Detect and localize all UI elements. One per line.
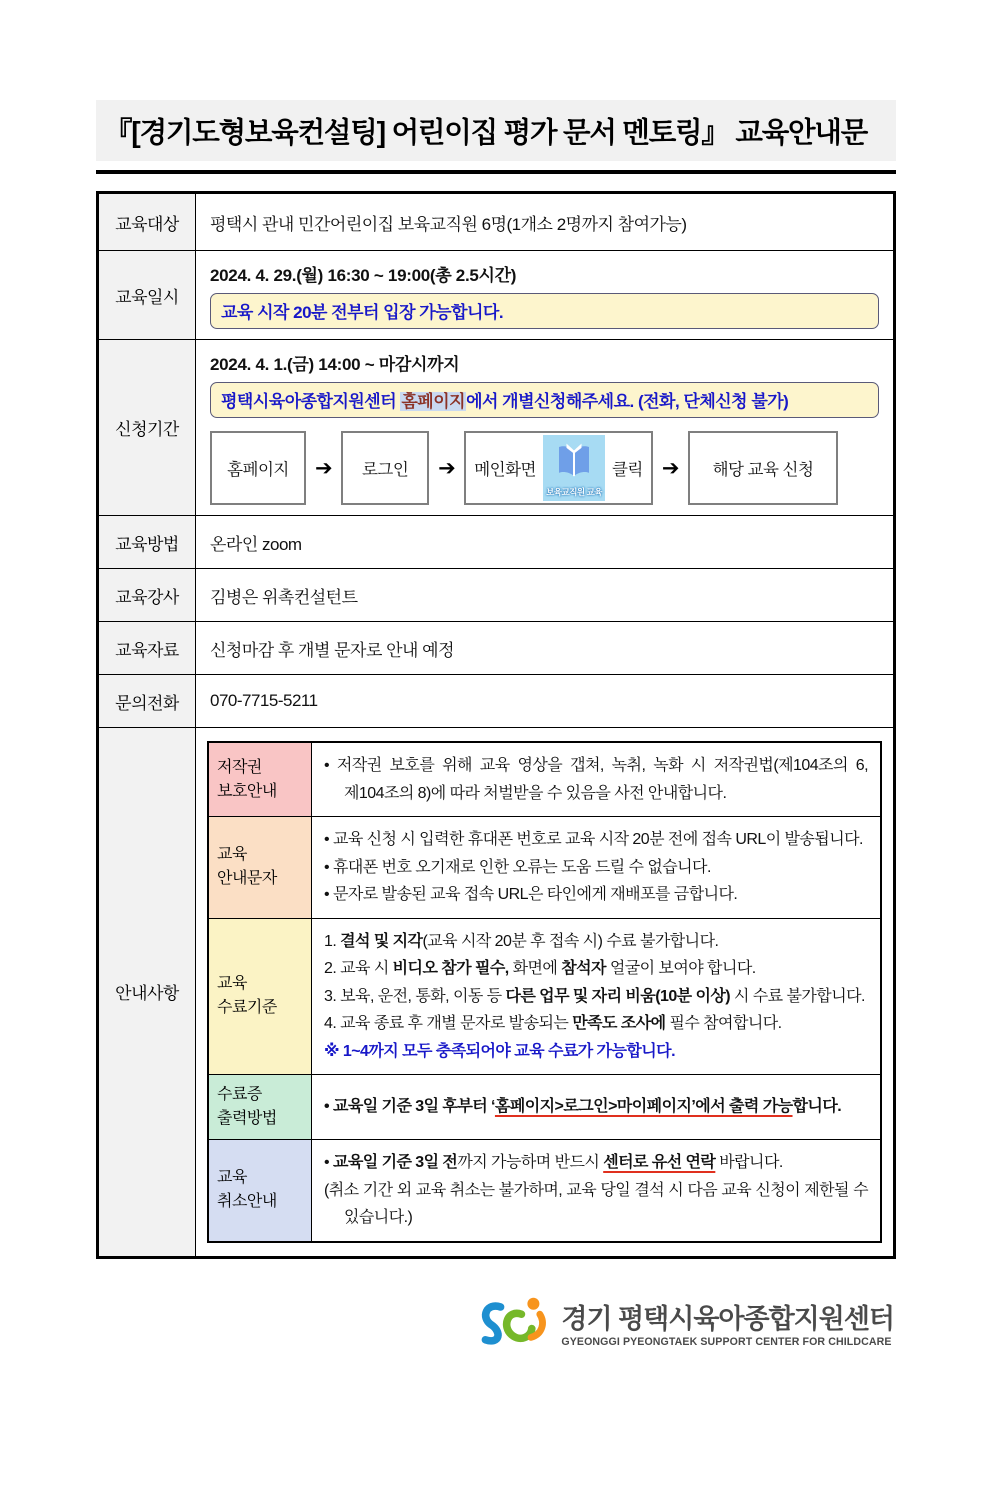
notice-text-segment: 2. 교육 시	[324, 960, 393, 978]
click-label: 클릭	[611, 461, 643, 479]
notice-table	[207, 741, 882, 1243]
arrow-right-icon: ➔	[315, 456, 333, 480]
notice-text-segment: 합니다.	[792, 1098, 842, 1116]
notice-row-cancel	[208, 1140, 881, 1242]
notice-line	[324, 1149, 868, 1177]
childcare-education-icon	[543, 435, 605, 501]
arrow-right-icon: ➔	[438, 456, 456, 480]
notice-row-sms	[208, 817, 881, 919]
notice-row-certificate	[208, 1075, 881, 1140]
entry-note-box: 교육 시작 20분 전부터 입장 가능합니다.	[210, 293, 879, 329]
apply-note-box	[210, 382, 879, 418]
notice-item-label-line: 출력방법	[217, 1110, 277, 1128]
document-page	[96, 100, 896, 1355]
notice-item-label-line: 보호안내	[217, 782, 277, 800]
row-label: 교육일시	[98, 251, 196, 340]
notice-text-segment: 결석 및 지각	[340, 932, 423, 950]
notice-item-label-line: 교육	[217, 1169, 247, 1187]
notice-item-content	[312, 918, 882, 1075]
notice-text-segment: 얼굴이 보여야 합니다.	[605, 960, 756, 978]
flow-step-login	[341, 431, 429, 505]
row-label: 교육방법	[98, 516, 196, 569]
footer	[96, 1291, 896, 1355]
icon-caption: 보육교직원 교육	[546, 487, 602, 497]
row-label: 신청기간	[98, 340, 196, 516]
notice-line	[324, 983, 868, 1011]
notice-row-criteria	[208, 918, 881, 1075]
row-education-target	[98, 193, 895, 251]
notice-row-copyright	[208, 742, 881, 817]
apply-note-post: 에서 개별신청해주세요. (전화, 단체신청 불가)	[466, 392, 789, 411]
notice-item-label	[208, 918, 312, 1075]
notice-text-segment: 바랍니다.	[715, 1154, 783, 1172]
notice-text-segment: •	[324, 1154, 333, 1172]
notice-text-segment: • 저작권 보호를 위해 교육 영상을 갭쳐, 녹취, 녹화 시 저작권법(제104조의 6, 제104조의 8)에 따라 처벌받을 수 있음을 사전 안내합니다.	[324, 757, 868, 802]
row-label: 교육대상	[98, 193, 196, 251]
notice-line	[324, 1010, 868, 1038]
notice-item-label-line: 취소안내	[217, 1193, 277, 1211]
notice-item-content	[312, 1140, 882, 1242]
notice-text-segment: 1.	[324, 932, 341, 950]
notice-item-label	[208, 1140, 312, 1242]
notice-text-segment: 홈페이지>로그인>마이페이지’에서 출력 가능	[494, 1098, 793, 1116]
row-value: 070-7715-5211	[196, 675, 895, 728]
row-label: 안내사항	[98, 728, 196, 1258]
org-name-block	[561, 1297, 894, 1348]
notice-text-segment: 4. 교육 종료 후 개별 문자로 발송되는	[324, 1015, 573, 1033]
notice-text-segment: (취소 기간 외 교육 취소는 불가하며, 교육 당일 결석 시 다음 교육 신청이 제한될 수 있습니다.)	[324, 1181, 868, 1227]
row-label: 교육자료	[98, 622, 196, 675]
org-name-korean: 경기 평택시육아종합지원센터	[561, 1304, 894, 1335]
notice-text-segment: 교육일 기준 3일 전	[332, 1154, 458, 1172]
notice-text-segment: • 휴대폰 번호 오기재로 인한 오류는 도움 드릴 수 없습니다.	[324, 858, 711, 876]
flow-step-label: 해당 교육 신청	[712, 461, 814, 479]
notice-item-label	[208, 742, 312, 817]
row-education-datetime	[98, 251, 895, 340]
apply-note-pre: 평택시육아종합지원센터	[221, 392, 401, 411]
notice-text-segment: 3. 보육, 운전, 통화, 이동 등	[324, 987, 506, 1005]
notice-item-label	[208, 817, 312, 919]
notice-text-segment: 만족도 조사에	[572, 1015, 666, 1033]
row-education-instructor	[98, 569, 895, 622]
notice-line	[324, 752, 868, 807]
notice-line	[324, 881, 868, 909]
flow-step-apply	[688, 431, 838, 505]
row-value: 평택시 관내 민간어린이집 보육교직원 6명(1개소 2명까지 참여가능)	[196, 193, 895, 251]
row-label: 문의전화	[98, 675, 196, 728]
center-logo-icon	[475, 1291, 555, 1355]
notice-line	[324, 826, 868, 854]
notice-line	[324, 1038, 868, 1066]
notice-item-label	[208, 1075, 312, 1140]
notice-text-segment: ※ 1~4까지 모두 충족되어야 교육 수료가 가능합니다.	[324, 1042, 675, 1060]
title-divider	[96, 170, 896, 174]
row-value	[196, 340, 895, 516]
document-title-block	[96, 100, 896, 161]
flow-step-homepage	[210, 431, 306, 505]
notice-text-segment: 센터로 유선 연락	[603, 1154, 716, 1172]
notice-line	[324, 854, 868, 882]
notice-text-segment: • 교육일 기준 3일 후부터 ‘	[324, 1098, 495, 1116]
notice-item-label-line: 교육	[217, 975, 247, 993]
notice-item-label-line: 수료증	[217, 1086, 262, 1104]
row-notices	[98, 728, 895, 1258]
notice-text-segment: 참석자	[561, 960, 606, 978]
flow-step-mainscreen	[464, 431, 653, 505]
notice-item-content	[312, 1075, 882, 1140]
flow-step-label: 메인화면	[474, 461, 536, 479]
row-value: 김병은 위촉컨설턴트	[196, 569, 895, 622]
row-value: 신청마감 후 개별 문자로 안내 예정	[196, 622, 895, 675]
notice-text-segment: 필수 참여합니다.	[665, 1015, 782, 1033]
datetime-text: 2024. 4. 29.(월) 16:30 ~ 19:00(총 2.5시간)	[210, 266, 517, 285]
notice-item-content	[312, 742, 882, 817]
notice-text-segment: 비디오 참가 필수,	[392, 960, 509, 978]
row-inquiry-phone	[98, 675, 895, 728]
notice-item-label-line: 교육	[217, 846, 247, 864]
row-education-materials	[98, 622, 895, 675]
notice-text-segment: 까지 가능하며 반드시	[457, 1154, 604, 1172]
row-label: 교육강사	[98, 569, 196, 622]
arrow-right-icon: ➔	[661, 456, 679, 480]
notice-line	[324, 928, 868, 956]
flow-step-label: 홈페이지	[227, 461, 289, 479]
notice-cell	[196, 728, 895, 1258]
info-table	[96, 191, 896, 1259]
row-application-period	[98, 340, 895, 516]
notice-text-segment: 화면에	[508, 960, 562, 978]
notice-text-segment: 시 수료 불가합니다.	[730, 987, 865, 1005]
row-value	[196, 251, 895, 340]
notice-line	[324, 1093, 868, 1121]
notice-item-label-line: 수료기준	[217, 999, 277, 1017]
document-title: 『[경기도형보육컨설팅] 어린이집 평가 문서 멘토링』 교육안내문	[104, 117, 868, 149]
homepage-emphasis: 홈페이지	[401, 392, 466, 411]
row-education-method	[98, 516, 895, 569]
notice-item-label-line: 저작권	[217, 758, 262, 776]
notice-text-segment: • 문자로 발송된 교육 접속 URL은 타인에게 재배포를 금합니다.	[324, 886, 738, 904]
notice-line	[324, 1177, 868, 1232]
notice-line	[324, 955, 868, 983]
open-book-icon	[554, 442, 594, 482]
application-flow	[210, 431, 879, 505]
notice-item-label-line: 안내문자	[217, 870, 277, 888]
notice-text-segment: (교육 시작 20분 후 접속 시) 수료 불가합니다.	[422, 932, 719, 950]
apply-period-text: 2024. 4. 1.(금) 14:00 ~ 마감시까지	[210, 355, 460, 374]
row-value: 온라인 zoom	[196, 516, 895, 569]
org-name-english: GYEONGGI PYEONGTAEK SUPPORT CENTER FOR CHILDCARE	[561, 1336, 892, 1349]
flow-step-label: 로그인	[361, 461, 409, 479]
notice-text-segment: • 교육 신청 시 입력한 휴대폰 번호로 교육 시작 20분 전에 접속 URL이 발송됩니다.	[324, 831, 863, 849]
notice-text-segment: 다른 업무 및 자리 비움(10분 이상)	[505, 987, 731, 1005]
notice-item-content	[312, 817, 882, 919]
